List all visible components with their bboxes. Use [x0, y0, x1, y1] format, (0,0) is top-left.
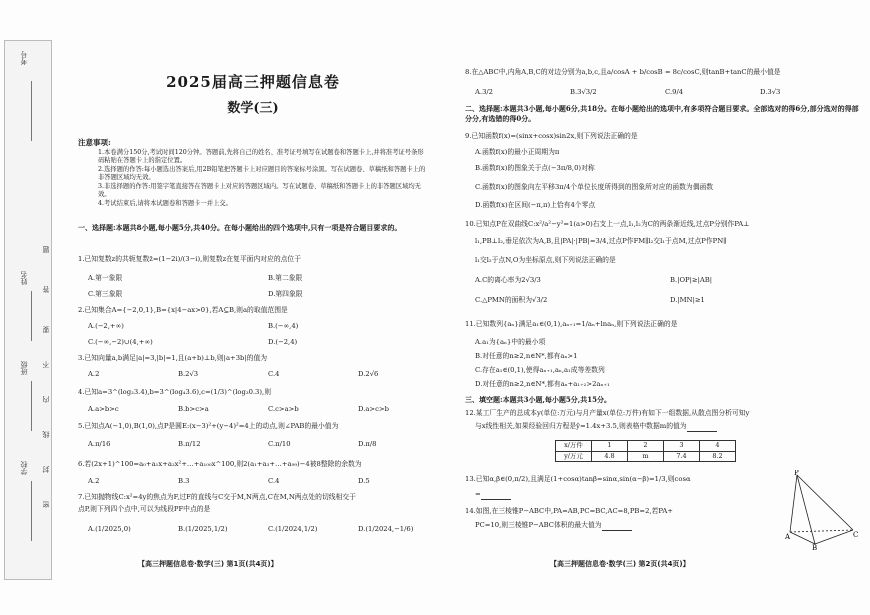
class-label: 班级	[20, 361, 28, 375]
q8-option-b: B.3√3/2	[570, 88, 597, 96]
question-7-line-1: 7.已知抛物线C:x²=4y的焦点为F,过F的直线与C交于M,N两点,C在M,N两点处的切线相交于	[78, 493, 356, 501]
question-4: 4.已知a=3^(log₂3.4),b=3^(log₄3.6),c=(1/3)^(log₃0.3),则	[78, 388, 271, 396]
q8-option-a: A.3/2	[475, 88, 494, 96]
data-table	[555, 440, 736, 462]
q11-option-b: B.对任意的n≥2,n∈N*,都有aₙ>1	[475, 352, 578, 360]
seal-char-3: 要	[42, 326, 50, 333]
section-1-heading: 一、选择题:本题共8小题,每小题5分,共40分。在每小题给出的四个选项中,只有一项是符合题目要求的。	[78, 223, 402, 232]
q13-answer-blank[interactable]	[481, 493, 511, 500]
seal-char-6: 线	[42, 431, 50, 438]
q14-stem-text: PC=10,则三棱锥P−ABC体积的最大值为	[475, 521, 602, 529]
seat-label: 考号	[20, 51, 28, 65]
q2-option-b: B.(−∞,4)	[268, 322, 299, 330]
q6-option-d: D.5	[358, 477, 370, 485]
q9-option-b: B.函数f(x)的图象关于点(−3π/8,0)对称	[475, 164, 595, 172]
footer-right: 【高三押题信息卷·数学(三) 第2页(共4页)】	[550, 560, 690, 568]
question-11: 11.已知数列{aₙ}满足a₁∈(0,1),aₙ₊₁=1/aₙ+lnaₙ,则下列说法正确的是	[465, 320, 678, 328]
q7-option-d: D.(1/2024,−1/6)	[358, 525, 414, 533]
seal-char-2: 答	[42, 286, 50, 293]
section-2-heading: 二、选择题:本题共3小题,每小题6分,共18分。在每小题给出的选项中,有多项符合题目要求。全部选对的得6分,部分选对的得部分分,有选错的得0分。	[465, 104, 859, 123]
note-2: 2.选择题的作答:每小题选出答案后,用2B铅笔把答题卡上对应题目的答案标号涂黑。写在试题卷、草稿纸和答题卡上的非答题区域均无效。	[98, 166, 426, 182]
question-3: 3.已知向量a,b满足|a|=3,|b|=1,且(a+b)⊥b,则|a+3b|的值为	[78, 354, 268, 362]
seal-char-4: 不	[42, 361, 50, 368]
question-13-line-2	[475, 490, 595, 500]
seal-char-7: 封	[42, 466, 50, 473]
class-line	[31, 381, 32, 431]
question-12-line-2	[475, 422, 835, 432]
exam-subtitle: 数学(三)	[227, 101, 279, 116]
q1-option-c: C.第三象限	[88, 290, 123, 298]
question-10-line-3: l₁交l₂于点N,O为坐标原点,则下列说法正确的是	[475, 256, 616, 264]
q10-option-c: C.△PMN的面积为√3/2	[475, 296, 548, 304]
q3-option-b: B.2√3	[178, 370, 199, 378]
q9-option-c: C.函数f(x)的图象向左平移3π/4个单位长度所得到的图象所对应的函数为偶函数	[475, 183, 714, 191]
q4-option-c: C.c>a>b	[268, 405, 299, 413]
q9-option-d: D.函数f(x)在区间(−π,π)上恰有4个零点	[475, 201, 596, 209]
exam-title: 2025届高三押题信息卷	[166, 73, 340, 91]
q10-option-a: A.C的离心率为2√3/3	[475, 276, 541, 284]
seat-line	[31, 81, 32, 141]
q7-option-b: B.(1/2025,1/2)	[178, 525, 228, 533]
note-4: 4.考试结束后,请将本试题卷和答题卡一并上交。	[98, 200, 232, 207]
question-14-line-1: 14.如图,在三棱锥P−ABC中,PA=AB,PC=BC,AC=8,PB=2,若PA+	[465, 507, 673, 515]
q2-option-c: C.(−∞,−2)∪(4,+∞)	[88, 338, 153, 346]
question-13-line-1: 13.已知α,β∈(0,π/2),且满足(1+cosα)tanβ=sinα,sin(α−β)=1/3,则cosα	[465, 475, 691, 483]
q8-option-c: C.9/4	[665, 88, 684, 96]
name-label: 姓名	[20, 271, 28, 285]
tetrahedron-figure	[785, 470, 860, 550]
q4-option-d: D.a>c>b	[358, 405, 389, 413]
vertex-label-b: B	[812, 544, 818, 550]
edge-pb	[797, 475, 815, 544]
name-line	[31, 291, 32, 341]
q3-option-a: A.2	[88, 370, 100, 378]
vertex-label-p: P	[794, 470, 799, 477]
table-cell: 4	[700, 441, 736, 452]
q10-option-b: B.|OP|≥|AB|	[670, 276, 713, 284]
question-5: 5.已知点A(−1,0),B(1,0),点P是圆E:(x−3)²+(y−4)²=4上的动点,则∠PAB的最小值为	[78, 422, 339, 430]
edge-ac-hidden	[790, 530, 853, 532]
q1-option-b: B.第二象限	[268, 274, 303, 282]
section-3-heading: 三、填空题:本题共3小题,每小题5分,共15分。	[465, 395, 611, 404]
question-2: 2.已知集合A={−2,0,1},B={x|4−ax>0},若A⊆B,则a的取值范围是	[78, 306, 288, 314]
q3-option-c: C.4	[268, 370, 280, 378]
q12-answer-blank[interactable]	[687, 425, 717, 432]
table-cell: 2	[628, 441, 664, 452]
q14-answer-blank[interactable]	[602, 524, 632, 531]
question-9: 9.已知函数f(x)=(sinx+cosx)sin2x,则下列说法正确的是	[465, 132, 638, 140]
q13-stem-text: =	[475, 490, 481, 498]
vertex-label-c: C	[853, 531, 859, 539]
edge-pc	[797, 475, 853, 530]
note-3: 3.非选择题的作答:用签字笔直接答在答题卡上对应的答题区域内。写在试题卷、草稿纸和答题卡上的非答题区域均无效。	[98, 183, 421, 199]
q8-option-d: D.3√3	[760, 88, 781, 96]
question-14-line-2	[475, 521, 775, 531]
q5-option-c: C.π/10	[268, 440, 291, 448]
q5-option-b: B.π/12	[178, 440, 201, 448]
table-cell: x/万件	[556, 441, 592, 452]
q12-stem-text: 与x线性相关,如果经验回归方程是ŷ=1.4x+3.5,则表格中数据m的值为	[475, 422, 687, 430]
note-1: 1.本卷满分150分,考试时间120分钟。答题前,先将自己的姓名、准考证号填写在试题卷和答题卡上,并将准考证号条形码粘贴在答题卡上的指定位置。	[98, 149, 424, 165]
edge-pa	[790, 475, 797, 532]
table-cell: 4.8	[592, 451, 628, 462]
school-line	[31, 481, 32, 541]
table-header-row	[556, 441, 736, 452]
q1-option-a: A.第一象限	[88, 274, 123, 282]
question-12-line-1: 12.某工厂生产的总成本y(单位:万元)与月产量x(单位:万件)有如下一组数据,从散点图分析可知y	[465, 409, 750, 417]
q10-option-d: D.|MN|≥1	[670, 296, 705, 304]
q4-option-b: B.b>c>a	[178, 405, 209, 413]
table-cell: 1	[592, 441, 628, 452]
q6-option-c: C.4	[268, 477, 280, 485]
notes-heading: 注意事项:	[78, 138, 111, 147]
q1-option-d: D.第四象限	[268, 290, 303, 298]
edge-ab	[790, 532, 815, 544]
seal-char-8: 密	[42, 501, 50, 508]
footer-left: 【高三押题信息卷·数学(三) 第1页(共4页)】	[138, 560, 278, 568]
q11-option-d: D.对任意的n≥2,n∈N*,都有aₙ+a₁₊₂>2aₙ₊₁	[475, 380, 610, 388]
table-cell: y/万元	[556, 451, 592, 462]
question-6: 6.若(2x+1)^100=a₀+a₁x+a₂x²+…+a₁₀₀x^100,则2(a₁+a₃+…+a₉₉)−4被8整除的余数为	[78, 460, 362, 468]
q9-option-a: A.函数f(x)的最小正周期为π	[475, 148, 560, 156]
q7-option-c: C.(1/2024,1/2)	[268, 525, 318, 533]
q5-option-d: D.π/8	[358, 440, 377, 448]
question-10-line-2: l₁,PB⊥l₂,垂足依次为A,B,且|PA|·|PB|=3/4,过点P作FM∥l₂交l₁于点M,过点P作PN∥	[475, 237, 727, 245]
q4-option-a: A.a>b>c	[88, 405, 119, 413]
table-row	[556, 451, 736, 462]
question-7-line-2: 点P,则下列四个点中,可以为线段PF中点的是	[78, 505, 211, 513]
seal-char-1: 题	[42, 246, 50, 253]
question-1: 1.已知复数z的共轭复数z̄=(1−2i)/(3−i),则复数z在复平面内对应的点位于	[78, 255, 302, 263]
binding-strip	[4, 40, 52, 580]
q6-option-a: A.2	[88, 477, 100, 485]
edge-bc	[815, 530, 853, 544]
school-label: 学校	[20, 461, 28, 475]
q11-option-c: C.存在a₁∈(0,1),使得aₙ₊₁,aₙ,a₁成等差数列	[475, 366, 605, 374]
q7-option-a: A.(1/2025,0)	[88, 525, 131, 533]
table-cell: 3	[664, 441, 700, 452]
vertex-label-a: A	[785, 533, 791, 541]
seal-char-5: 内	[42, 396, 50, 403]
q2-option-d: D.(−2,4)	[268, 338, 298, 346]
q2-option-a: A.(−2,+∞)	[88, 322, 124, 330]
question-8: 8.在△ABC中,内角A,B,C的对边分别为a,b,c,且a/cosA + b/cosB = 8c/cosC,则tanB+tanC的最小值是	[465, 68, 781, 76]
q5-option-a: A.π/16	[88, 440, 111, 448]
question-10-line-1: 10.已知点P在双曲线C:x²/a²−y²=1(a>0)右支上一点,l₁,l₂为C的两条渐近线,过点P分别作PA⊥	[465, 220, 750, 228]
table-cell: 7.4	[664, 451, 700, 462]
q3-option-d: D.2√6	[358, 370, 379, 378]
q11-option-a: A.a₁为{aₙ}中的最小项	[475, 338, 546, 346]
q6-option-b: B.3	[178, 477, 190, 485]
table-cell: m	[628, 451, 664, 462]
table-cell: 8.2	[700, 451, 736, 462]
